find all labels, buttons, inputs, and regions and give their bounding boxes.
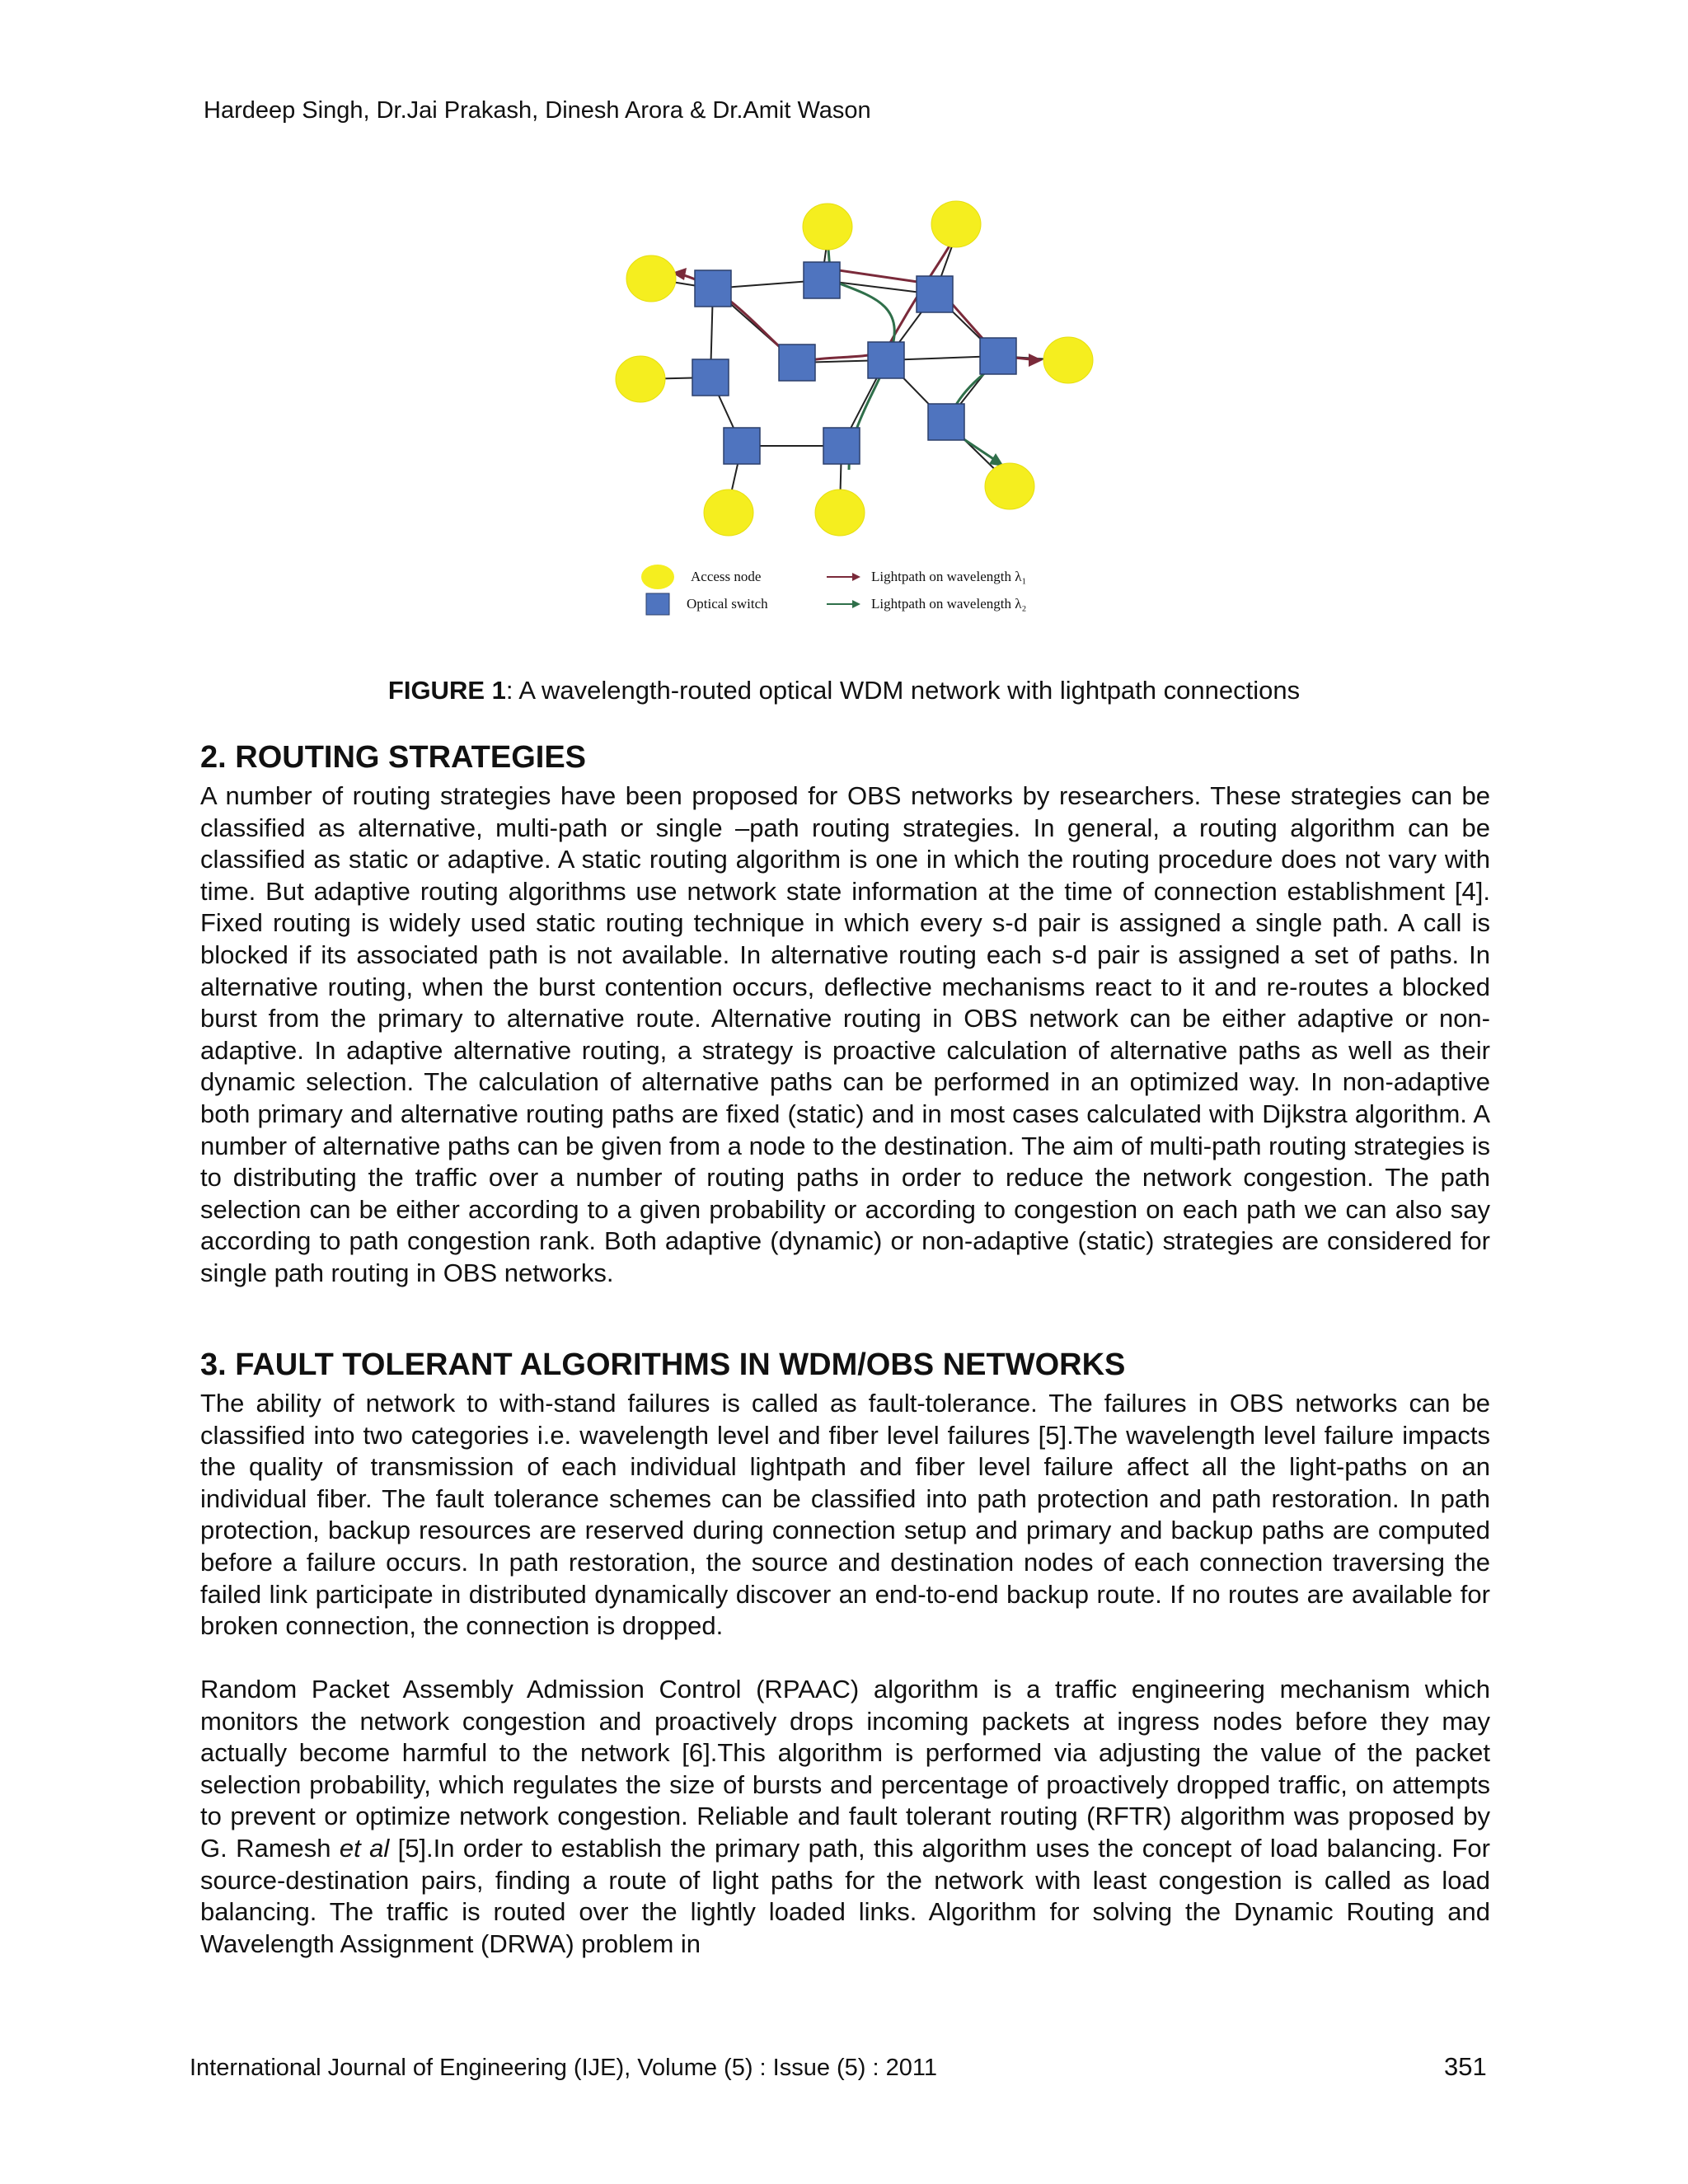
- optical-switches: [692, 262, 1016, 464]
- section-3-title: 3. FAULT TOLERANT ALGORITHMS IN WDM/OBS NETWORKS: [200, 1347, 1126, 1382]
- figure-caption-text: : A wavelength-routed optical WDM network with lightpath connections: [505, 676, 1301, 705]
- figure-caption-label: FIGURE 1: [387, 676, 506, 705]
- section-3-paragraph-1: The ability of network to with-stand failures is called as fault-tolerance. The failures in OBS networks can be classified into two categories i.e. wavelength level and fiber level failures [5].The wavelength level failure impacts the quality of transmission of each individual lightpath and fiber level failure affect all the light-paths on an individual fiber. The fault tolerance schemes can be classified into path protection and path restoration. In path protection, backup resources are reserved during connection setup and primary and backup paths are computed before a failure occurs. In path restoration, the source and destination nodes of each connection traversing the failed link participate in distributed dynamically discover an end-to-end backup route. If no routes are available for broken connection, the connection is dropped.: [200, 1389, 1490, 1641]
- section-3-paragraph-2-part-2: [5].In order to establish the primary path, this algorithm uses the concept of load balancing. For source-destination pairs, finding a route of light paths for the network with least congestion is called as load balancing. The traffic is routed over the lightly loaded links. Algorithm for solving the Dynamic Routing and Wavelength Assignment (DRWA) problem in: [200, 1833, 1490, 1958]
- section-2-title: 2. ROUTING STRATEGIES: [200, 740, 587, 775]
- section-3-paragraph-2-part-1: Random Packet Assembly Admission Control (RPAAC) algorithm is a traffic engineering mechanism which monitors the network congestion and proactively drops incoming packets at ingress nodes before they may actually become harmful to the network [6].This algorithm is performed via adjusting the value of the packet selection probability, which regulates the size of bursts and percentage of proactively dropped traffic, on attempts to prevent or optimize network congestion. Reliable and fault tolerant routing (RFTR) algorithm was proposed by G. Ramesh: [200, 1675, 1490, 1863]
- legend-lambda2-label: Lightpath on wavelength λ₂: [871, 596, 1027, 612]
- footer-journal: International Journal of Engineering (IJE), Volume (5) : Issue (5) : 2011: [190, 2055, 938, 2081]
- legend-optical-switch-icon: [646, 593, 669, 615]
- access-nodes: [616, 201, 1093, 536]
- network-figure: [602, 185, 1113, 635]
- legend-lambda1-label: Lightpath on wavelength λ₁: [871, 569, 1027, 584]
- figure-legend: [641, 565, 1026, 615]
- section-3-paragraph-2-emphasis: et al: [339, 1833, 390, 1863]
- running-header: Hardeep Singh, Dr.Jai Prakash, Dinesh Arora & Dr.Amit Wason: [204, 97, 871, 124]
- legend-access-node-label: Access node: [691, 569, 762, 584]
- section-2-paragraph: A number of routing strategies have been proposed for OBS networks by researchers. These strategies can be classified as alternative, multi-path or single –path routing strategies. In general, a routing algorithm can be classified as static or adaptive. A static routing algorithm is one in which the routing procedure does not vary with time. But adaptive routing algorithms use network state information at the time of connection establishment [4]. Fixed routing is widely used static routing technique in which every s-d pair is assigned a single path. A call is blocked if its associated path is not available. In alternative routing each s-d pair is assigned a set of paths. In alternative routing, when the burst contention occurs, deflective mechanisms react to it and re-routes a blocked burst from the primary to alternative route. Alternative routing in OBS network can be either adaptive or non-adaptive. In adaptive alternative routing, a strategy is proactive calculation of alternative paths as well as their dynamic selection. The calculation of alternative paths can be performed in an optimized way. In non-adaptive both primary and alternative routing paths are fixed (static) and in most cases calculated with Dijkstra algorithm. A number of alternative paths can be given from a node to the destination. The aim of multi-path routing strategies is to distributing the traffic over a number of routing paths in order to reduce the network congestion. The path selection can be either according to a given probability or according to congestion on each path we can also say according to path congestion rank. Both adaptive (dynamic) or non-adaptive (static) strategies are considered for single path routing in OBS networks.: [200, 781, 1490, 1287]
- figure-caption: [0, 676, 1688, 705]
- legend-optical-switch-label: Optical switch: [687, 596, 768, 612]
- section-3-paragraph-2: [200, 1674, 1490, 1960]
- page-number: 351: [1444, 2052, 1487, 2081]
- legend-access-node-icon: [641, 565, 674, 589]
